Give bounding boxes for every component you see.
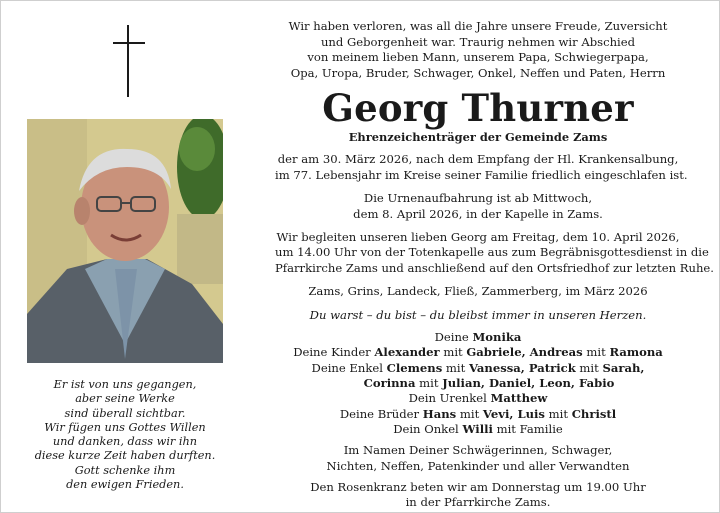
intro-line: Opa, Uropa, Bruder, Schwager, Onkel, Neffen und Paten, Herrn bbox=[290, 65, 666, 80]
family-label: Deine bbox=[434, 330, 473, 345]
family-name: Gabriele, Andreas bbox=[466, 345, 583, 360]
family-name: Sarah, bbox=[602, 360, 645, 375]
death-line: im 77. Lebensjahr im Kreise seiner Familie friedlich eingeschlafen ist. bbox=[275, 167, 688, 182]
rosary-line: in der Pfarrkirche Zams. bbox=[405, 495, 551, 510]
poem-line: und danken, dass wir ihn bbox=[52, 435, 198, 449]
urn-line: dem 8. April 2026, in der Kapelle in Zams. bbox=[353, 206, 603, 221]
rosary-info bbox=[275, 480, 681, 511]
funeral-info bbox=[275, 230, 714, 276]
family-name: Hans bbox=[422, 406, 457, 421]
family-grandchildren-2 bbox=[275, 376, 681, 391]
family-label: mit bbox=[544, 406, 572, 421]
family-name: Ramona bbox=[609, 345, 663, 360]
family-name: Vanessa, Patrick bbox=[468, 360, 576, 375]
family-name: Corinna bbox=[363, 375, 416, 390]
motto: Du warst – du bist – du bleibst immer in unseren Herzen. bbox=[309, 307, 647, 322]
family-name: Julian, Daniel, Leon, Fabio bbox=[442, 375, 615, 390]
relatives-line: Nichten, Neffen, Patenkinder und aller Verwandten bbox=[326, 458, 630, 473]
portrait-photo bbox=[27, 119, 223, 363]
family-wife bbox=[275, 330, 681, 345]
family-name: Alexander bbox=[374, 345, 440, 360]
poem-line: Gott schenke ihm bbox=[74, 463, 176, 477]
poem bbox=[27, 378, 223, 492]
family-uncle bbox=[275, 422, 681, 437]
poem-line: aber seine Werke bbox=[75, 392, 175, 406]
urn-line: Die Urnenaufbahrung ist ab Mittwoch, bbox=[363, 191, 593, 206]
family-name: Monika bbox=[472, 330, 522, 345]
funeral-line: Wir begleiten unseren lieben Georg am Freitag, dem 10. April 2026, bbox=[276, 230, 680, 244]
intro-line: und Geborgenheit war. Traurig nehmen wir Abschied bbox=[320, 34, 636, 49]
cross-icon bbox=[113, 25, 145, 97]
family-label: Deine Enkel bbox=[311, 360, 387, 375]
relatives-note bbox=[275, 443, 681, 474]
family-brothers bbox=[275, 407, 681, 422]
family-list bbox=[275, 330, 681, 437]
family-name: Clemens bbox=[386, 360, 443, 375]
family-label: mit bbox=[582, 345, 610, 360]
family-label: mit bbox=[575, 360, 603, 375]
family-children bbox=[275, 345, 681, 360]
place-date: Zams, Grins, Landeck, Fließ, Zammerberg, im März 2026 bbox=[308, 284, 648, 299]
poem-line: diese kurze Zeit haben durften. bbox=[34, 449, 216, 463]
family-label: mit bbox=[456, 406, 483, 421]
relatives-line: Im Namen Deiner Schwägerinnen, Schwager, bbox=[343, 443, 613, 458]
intro-text bbox=[275, 19, 681, 81]
family-label: mit bbox=[415, 375, 443, 390]
rosary-line: Den Rosenkranz beten wir am Donnerstag um 19.00 Uhr bbox=[310, 479, 646, 494]
family-name: Vevi, Luis bbox=[482, 406, 545, 421]
poem-line: den ewigen Frieden. bbox=[66, 478, 184, 492]
urn-viewing bbox=[275, 191, 681, 222]
poem-line: sind überall sichtbar. bbox=[64, 406, 186, 420]
funeral-line: um 14.00 Uhr von der Totenkapelle aus zum Begräbnisgottesdienst in die bbox=[275, 245, 709, 260]
family-label: Dein Urenkel bbox=[408, 391, 491, 406]
deceased-name: Georg Thurner bbox=[322, 86, 634, 131]
family-great-grandchild bbox=[275, 391, 681, 406]
poem-line: Er ist von uns gegangen, bbox=[53, 378, 197, 391]
family-label: Deine Brüder bbox=[339, 406, 423, 421]
family-grandchildren bbox=[275, 361, 681, 376]
notice-text bbox=[275, 19, 714, 511]
family-label: mit bbox=[442, 360, 469, 375]
intro-line: von meinem lieben Mann, unserem Papa, Schwiegerpapa, bbox=[307, 50, 649, 65]
funeral-line: Pfarrkirche Zams und anschließend auf den Ortsfriedhof zur letzten Ruhe. bbox=[275, 260, 714, 275]
family-name: Matthew bbox=[490, 391, 548, 406]
death-notice bbox=[275, 152, 688, 183]
poem-line: Wir fügen uns Gottes Willen bbox=[44, 420, 206, 434]
family-label: mit bbox=[439, 345, 467, 360]
family-name: Christl bbox=[571, 406, 617, 421]
family-label: Dein Onkel bbox=[393, 421, 463, 436]
family-name: Willi bbox=[462, 421, 493, 436]
honorary-title: Ehrenzeichenträger der Gemeinde Zams bbox=[348, 130, 608, 145]
family-label: Deine Kinder bbox=[293, 345, 375, 360]
death-line: der am 30. März 2026, nach dem Empfang der Hl. Krankensalbung, bbox=[277, 152, 679, 167]
family-label: mit Familie bbox=[492, 421, 563, 436]
intro-line: Wir haben verloren, was all die Jahre unsere Freude, Zuversicht bbox=[288, 19, 668, 33]
